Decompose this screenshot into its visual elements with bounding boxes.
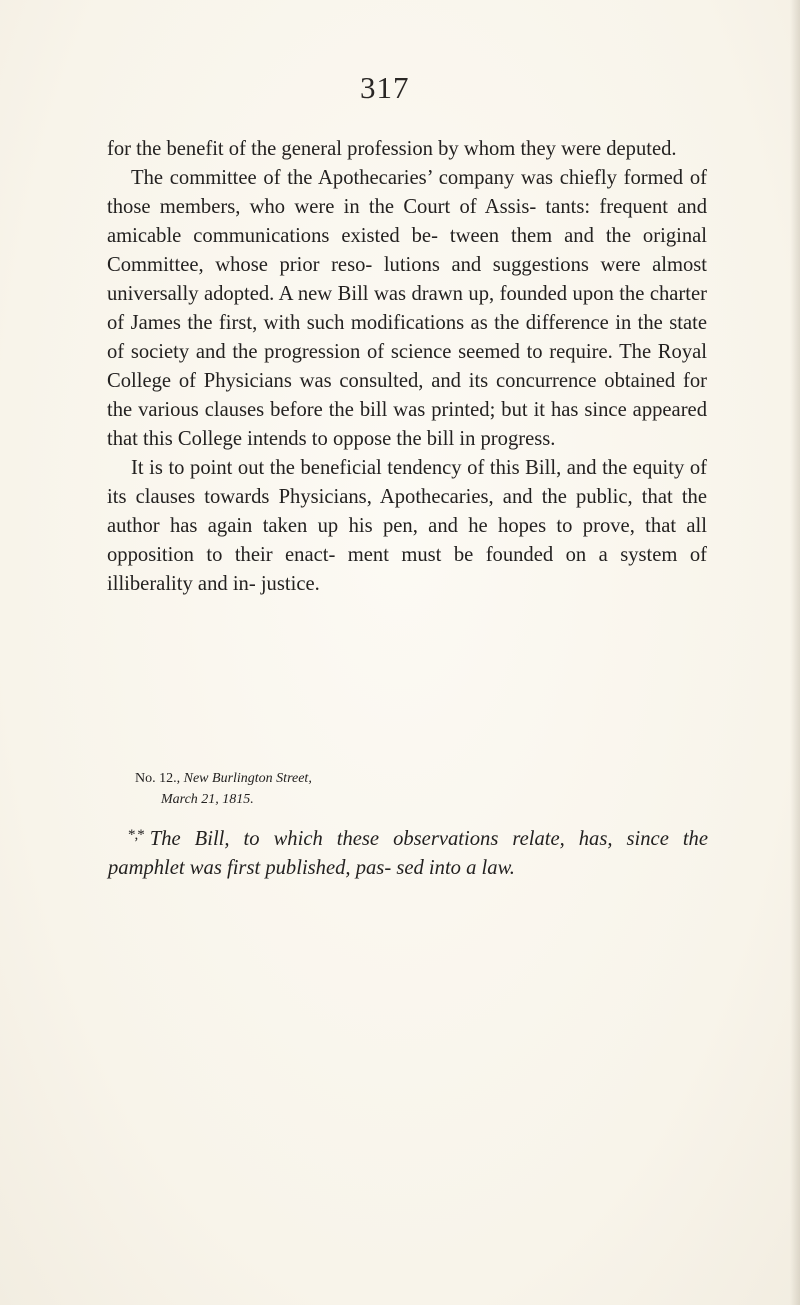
footnote bbox=[108, 821, 708, 883]
footnote-text: The Bill, to which these observations relate, has, since the pamphlet was first published, pas- sed into a law. bbox=[108, 828, 708, 879]
paragraph-purpose: It is to point out the beneficial tendency of this Bill, and the equity of its clauses towards Physicians, Apothecaries, and the public, that the author has again taken up his pen, and he hopes to prove, that all opposition to their enact- ment must be founded on a system of illiberality and in- justice. bbox=[107, 457, 707, 595]
paragraph-continuation: for the benefit of the general profession by whom they were deputed. bbox=[107, 138, 677, 160]
address-street: New Burlington Street, bbox=[183, 771, 312, 786]
address-date: March 21, 1815. bbox=[161, 792, 254, 807]
page-number: 317 bbox=[360, 70, 410, 105]
address-dateline bbox=[135, 768, 312, 810]
address-number: No. 12., bbox=[135, 771, 181, 786]
page-edge-shadow bbox=[790, 0, 800, 1305]
asterism-mark: *,* bbox=[128, 827, 144, 843]
body-text bbox=[107, 135, 707, 599]
paragraph-committee: The committee of the Apothecaries’ company was chiefly formed of those members, who were in the Court of Assis- tants: frequent and amicable communications existed be- tween them and the original Committee, whose prior reso- lutions and suggestions were almost universally adopted. A new Bill was drawn up, founded upon the charter of James the first, with such modifications as the difference in the state of society and the progression of science seemed to require. The Royal College of Physicians was consulted, and its concurrence obtained for the various clauses before the bill was printed; but it has since appeared that this College intends to oppose the bill in progress. bbox=[107, 167, 707, 450]
